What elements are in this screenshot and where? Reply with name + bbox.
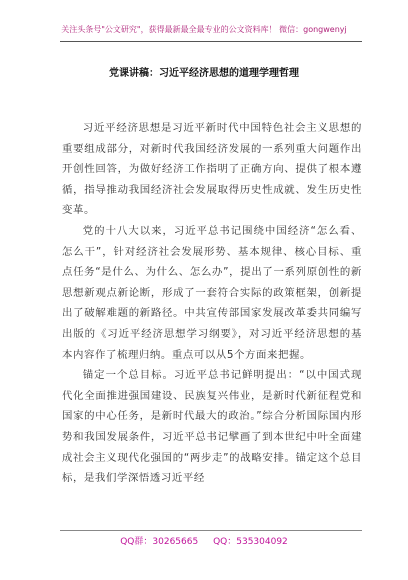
paragraph: 习近平经济思想是习近平新时代中国特色社会主义思想的重要组成部分，对新时代我国经济发展的一系列重大问题作出开创性回答，为做好经济工作指明了正确方向、提供了根本遵循，指导推动我国经济社会发展取得历史性成就、发生历史性变革。 xyxy=(62,122,362,217)
footer xyxy=(0,534,408,547)
footer-qq-group: QQ群：30265665 xyxy=(120,537,199,547)
header-note: 关注头条号"公文研究"，获得最新最全最专业的公文资料库！ 微信：gongwenyj xyxy=(61,25,347,34)
footer-divider xyxy=(60,530,362,531)
footer-qq: QQ：535304092 xyxy=(213,537,288,547)
paragraph: 锚定一个总目标。习近平总书记鲜明提出：“以中国式现代化全面推进强国建设、民族复兴伟业，是新时代新征程党和国家的中心任务，是新时代最大的政治。”综合分析国际国内形势和我国发展条件，习近平总书记擘画了到本世纪中叶全面建成社会主义现代化强国的“两步走”的战略安排。锚定这个总目标，是我们学深悟透习近平经 xyxy=(62,369,362,485)
paragraph: 党的十八大以来，习近平总书记围绕中国经济“怎么看、怎么干”，针对经济社会发展形势、基本规律、核心目标、重点任务“是什么、为什么、怎么办”，提出了一系列原创性的新思想新观点新论断，形成了一套符合实际的政策框架，创新提出了破解难题的新路径。中共宣传部国家发展改革委共同编写出版的《习近平经济思想学习纲要》，对习近平经济思想的基本内容作了梳理归纳。重点可以从5个方面来把握。 xyxy=(62,224,362,361)
header-divider xyxy=(60,41,362,42)
document-body xyxy=(62,118,362,489)
document-title: 党课讲稿：习近平经济思想的道理学理哲理 xyxy=(109,68,299,79)
